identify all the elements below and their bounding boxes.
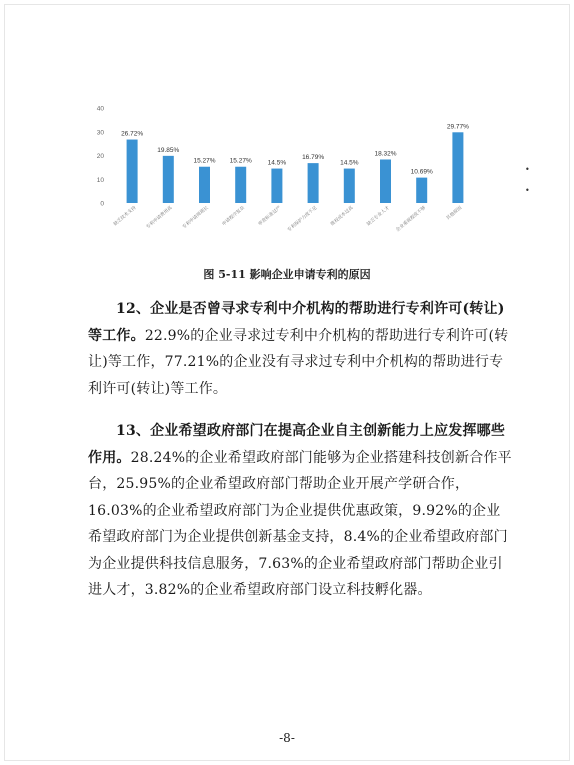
section-12-body: 22.9%的企业寻求过专利中介机构的帮助进行专利许可(转让)等工作，77.21%的企业没有寻求过专利中介机构的帮助进行专利许可(转让)等工作。	[88, 327, 509, 397]
bar	[199, 167, 210, 203]
section-13-heading: 13、企业希望政府部门在提高企业自主创新能力上应发挥哪些作用。	[88, 423, 506, 466]
bar	[308, 163, 319, 203]
data-label: 15.27%	[229, 157, 252, 165]
data-label: 14.5%	[267, 159, 287, 167]
margin-mark: •	[525, 165, 530, 174]
bar	[416, 178, 427, 203]
category-label: 缺乏技术支持	[112, 204, 137, 227]
data-label: 26.72%	[121, 130, 144, 138]
margin-mark: •	[525, 186, 530, 195]
y-tick-label: 30	[96, 129, 104, 137]
category-label: 申请程序复杂	[221, 204, 246, 227]
section-13-body: 28.24%的企业希望政府部门能够为企业搭建科技创新合作平台，25.95%的企业希望政府部门帮助企业开展产学研合作，16.03%的企业希望政府部门为企业提供优惠政策，9.92%的企业希望政府部门为企业提供创新基金支持，8.4%的企业希望政府部门为企业提供科技信息服务，7.63%的企业希望政府部门帮助企业引进人才，3.82%的企业希望政府部门设立科技孵化器。	[88, 449, 512, 598]
data-label: 14.5%	[340, 159, 359, 167]
data-label: 16.79%	[302, 154, 325, 162]
category-label: 审查标准过严	[257, 204, 282, 227]
bar	[344, 169, 355, 203]
page-number: -8-	[279, 731, 295, 745]
category-label: 维权成本过高	[329, 204, 354, 227]
section-12	[88, 296, 514, 402]
bar	[271, 169, 282, 203]
category-label: 专利申请周期长	[181, 204, 210, 230]
y-tick-label: 0	[100, 200, 104, 208]
category-label: 其他原因	[445, 204, 463, 221]
data-label: 19.85%	[157, 146, 180, 154]
y-tick-label: 20	[96, 153, 104, 160]
data-label: 10.69%	[410, 168, 433, 176]
category-label: 企业重视程度不够	[394, 204, 427, 233]
bar-chart	[84, 96, 484, 261]
bar	[452, 132, 463, 203]
category-label: 专利申请费用高	[145, 204, 173, 230]
chart-svg	[84, 96, 484, 261]
bar	[380, 159, 391, 203]
category-label: 缺乏专业人才	[365, 204, 391, 227]
category-label: 专利保护力度不足	[286, 204, 318, 233]
figure-caption: 图 5-11 影响企业申请专利的原因	[203, 268, 371, 281]
bar	[163, 156, 174, 203]
y-tick-label: 40	[96, 105, 104, 113]
section-13	[88, 418, 514, 604]
data-label: 15.27%	[193, 157, 216, 165]
bar	[127, 140, 138, 203]
section-12-heading: 12、企业是否曾寻求专利中介机构的帮助进行专利许可(转让)等工作。	[88, 301, 505, 344]
y-tick-label: 10	[96, 176, 104, 184]
bar	[235, 167, 246, 203]
data-label: 29.77%	[446, 123, 469, 131]
data-label: 18.32%	[374, 150, 397, 158]
